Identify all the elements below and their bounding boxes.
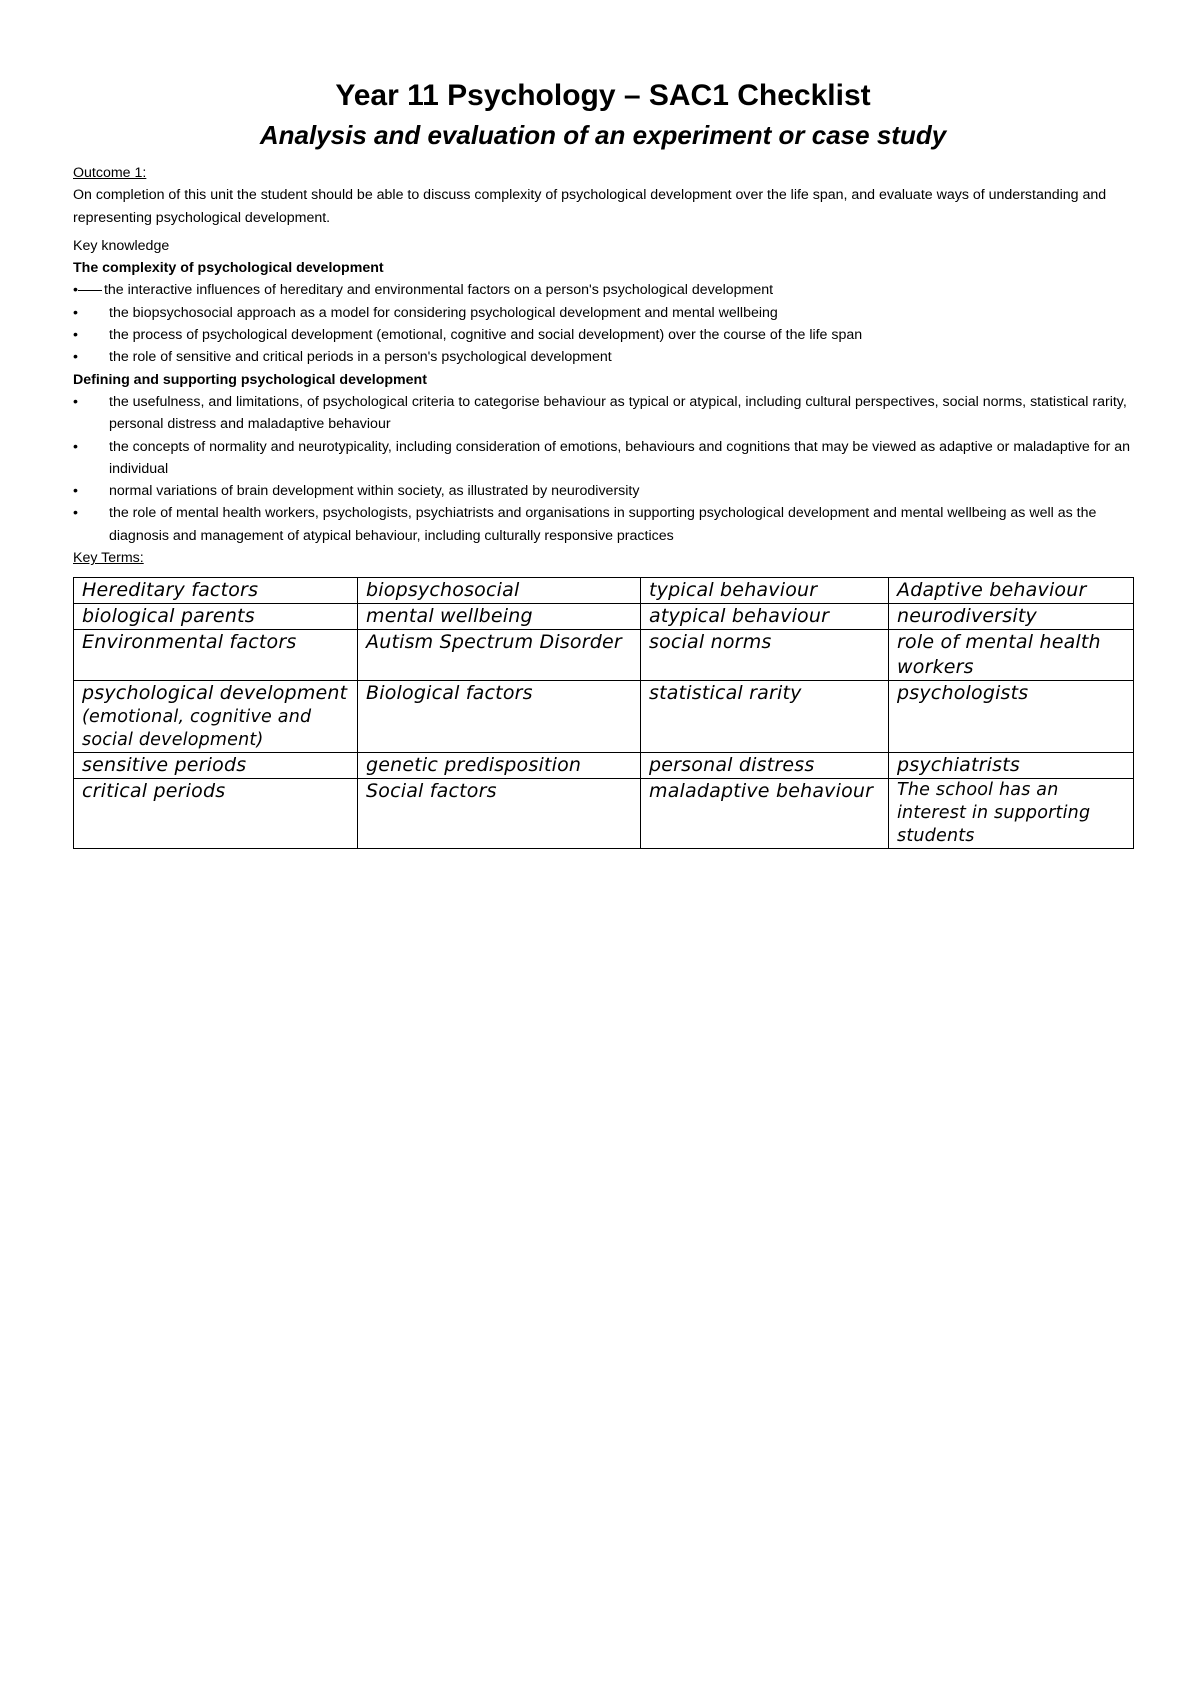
- list-item-text: normal variations of brain development within society, as illustrated by neurodiversity: [109, 483, 640, 500]
- table-cell: critical periods: [74, 779, 358, 849]
- table-cell: biological parents: [74, 604, 358, 630]
- table-cell-subtext: (emotional, cognitive and social development): [82, 707, 312, 751]
- section-list-complexity: [73, 279, 1133, 368]
- outcome-heading: Outcome 1:: [73, 165, 147, 181]
- dash-line: [78, 290, 102, 291]
- bullet-icon: •: [73, 393, 78, 410]
- table-cell-text: psychological development: [82, 682, 348, 705]
- list-item-text: the role of mental health workers, psychologists, psychiatrists and organisations in supporting psychological development and mental wellbeing as well as the diagnosis and management of atypical behaviour, including culturally responsive practices: [109, 505, 1097, 544]
- table-cell: social norms: [641, 630, 889, 681]
- table-row: [74, 779, 1134, 849]
- key-terms-table: [73, 577, 1134, 849]
- bullet-icon: •: [73, 304, 78, 321]
- list-item: [73, 391, 1133, 436]
- key-knowledge-heading: Key knowledge: [73, 237, 170, 254]
- table-cell: role of mental health workers: [889, 630, 1134, 681]
- list-item-text: the role of sensitive and critical periods in a person's psychological development: [109, 349, 612, 366]
- table-cell: Biological factors: [358, 681, 641, 753]
- table-cell: psychologists: [889, 681, 1134, 753]
- document-title: Year 11 Psychology – SAC1 Checklist: [335, 79, 871, 112]
- table-cell: typical behaviour: [641, 578, 889, 604]
- table-cell: The school has an interest in supporting students: [889, 779, 1134, 849]
- table-cell: sensitive periods: [74, 753, 358, 779]
- key-terms-heading: Key Terms:: [73, 550, 144, 567]
- bullet-icon: •: [73, 505, 78, 522]
- list-item-text: the interactive influences of hereditary and environmental factors on a person's psychological development: [103, 282, 774, 299]
- table-cell: Hereditary factors: [74, 578, 358, 604]
- list-item: [73, 279, 1133, 301]
- list-item: [73, 302, 1133, 324]
- list-item: [73, 346, 1133, 368]
- list-item: [73, 324, 1133, 346]
- list-item: [73, 436, 1133, 481]
- bullet-icon: •: [73, 483, 78, 500]
- list-item-text: the process of psychological development (emotional, cognitive and social development) over the course of the life span: [109, 327, 863, 344]
- section-heading-complexity: The complexity of psychological development: [73, 260, 384, 277]
- outcome-text: On completion of this unit the student should be able to discuss complexity of psychological development over the life span, and evaluate ways of understanding and representing psychological development.: [73, 187, 1107, 226]
- table-row: [74, 681, 1134, 753]
- bullet-icon: •: [73, 349, 78, 366]
- table-cell: neurodiversity: [889, 604, 1134, 630]
- table-cell: Adaptive behaviour: [889, 578, 1134, 604]
- table-cell: atypical behaviour: [641, 604, 889, 630]
- table-cell: [74, 681, 358, 753]
- bullet-icon: •: [73, 438, 78, 455]
- table-cell: maladaptive behaviour: [641, 779, 889, 849]
- table-cell: biopsychosocial: [358, 578, 641, 604]
- table-cell: personal distress: [641, 753, 889, 779]
- table-cell: psychiatrists: [889, 753, 1134, 779]
- table-cell: Social factors: [358, 779, 641, 849]
- table-cell: genetic predisposition: [358, 753, 641, 779]
- table-row: [74, 604, 1134, 630]
- table-cell: statistical rarity: [641, 681, 889, 753]
- document-subtitle: Analysis and evaluation of an experiment or case study: [259, 120, 947, 150]
- table-row: [74, 630, 1134, 681]
- bullet-icon: •: [73, 327, 78, 344]
- list-item-text: the concepts of normality and neurotypicality, including consideration of emotions, behaviours and cognitions that may be viewed as adaptive or maladaptive for an individual: [109, 438, 1131, 477]
- table-row: [74, 578, 1134, 604]
- list-item: [73, 480, 1133, 502]
- table-cell: Autism Spectrum Disorder: [358, 630, 641, 681]
- table-cell: Environmental factors: [74, 630, 358, 681]
- table-row: [74, 753, 1134, 779]
- list-item-text: the biopsychosocial approach as a model for considering psychological development and mental wellbeing: [109, 304, 778, 321]
- section-heading-defining: Defining and supporting psychological development: [73, 371, 427, 388]
- section-list-defining: [73, 391, 1133, 547]
- document-content: [73, 76, 1133, 849]
- bullet-icon: •: [73, 282, 78, 299]
- table-cell: mental wellbeing: [358, 604, 641, 630]
- list-item-text: the usefulness, and limitations, of psychological criteria to categorise behaviour as typical or atypical, including cultural perspectives, social norms, statistical rarity, personal distress and maladaptive behaviour: [109, 393, 1127, 433]
- list-item: [73, 502, 1133, 547]
